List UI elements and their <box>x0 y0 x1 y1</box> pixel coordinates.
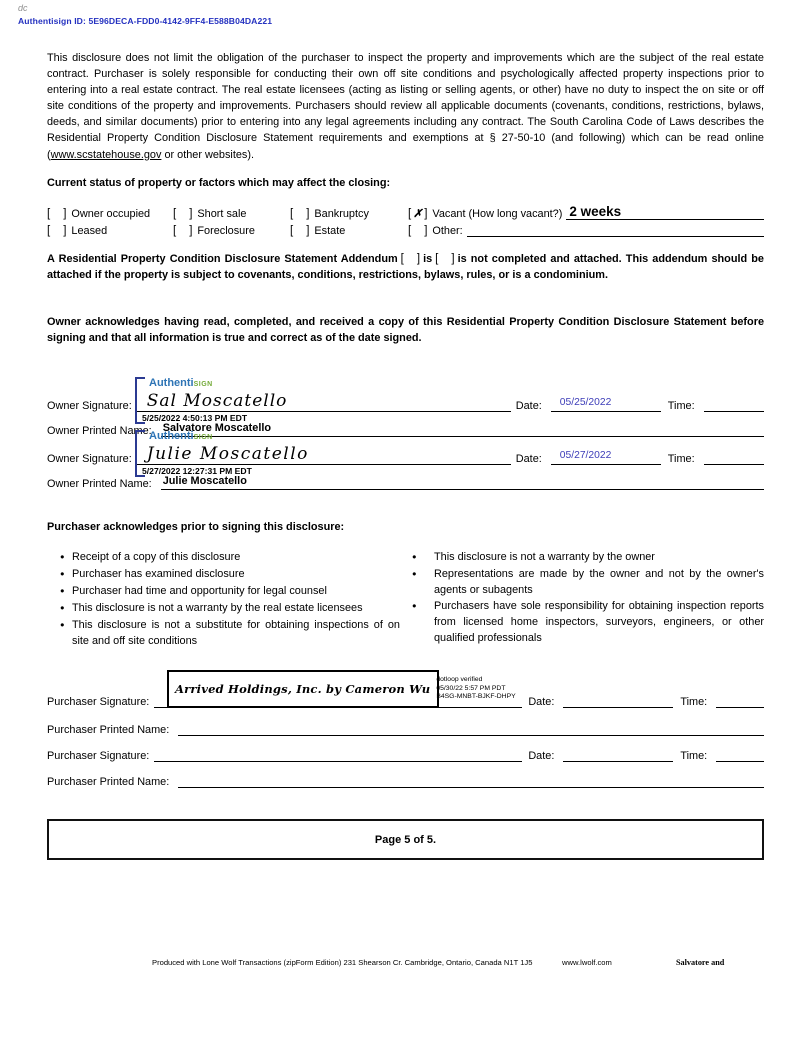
status-cell <box>290 220 408 237</box>
list-item: ● This disclosure is not a warranty by the real estate licensees <box>60 600 400 617</box>
date-field[interactable] <box>551 397 661 412</box>
date-field[interactable] <box>563 747 673 762</box>
owner-signature-row <box>47 391 764 412</box>
addendum-text-1: A Residential Property Condition Disclosure Statement Addendum <box>47 253 398 265</box>
owner-signature-field[interactable] <box>137 444 511 465</box>
addendum-paragraph <box>47 251 764 283</box>
list-item: ● Receipt of a copy of this disclosure <box>60 549 400 566</box>
addendum-text-3: is not completed and attached. This addendum should be attached if the property is subject to covenants, conditions, restrictions, bylaws, rules, or is a condominium. <box>47 253 764 282</box>
checkbox-label: Leased <box>71 225 108 237</box>
checkbox-bankruptcy[interactable] <box>290 208 309 220</box>
time-label: Time: <box>667 453 695 465</box>
bullet-column-right <box>400 549 764 649</box>
owner-printed-name-label: Owner Printed Name: <box>47 478 152 490</box>
list-item: ● Purchaser has examined disclosure <box>60 566 400 583</box>
owner-printed-name-label: Owner Printed Name: <box>47 425 152 437</box>
authentisign-logo-suffix: SIGN <box>193 381 213 388</box>
owner-signature-field[interactable] <box>137 391 511 412</box>
time-label: Time: <box>680 750 708 762</box>
checkbox-estate[interactable] <box>290 225 309 237</box>
owner-printed-name-row <box>47 475 764 490</box>
authentisign-logo-text: Authenti <box>149 430 194 442</box>
intro-paragraph <box>47 50 764 163</box>
document-footer <box>0 958 811 972</box>
current-status-heading: Current status of property or factors which may affect the closing: <box>47 177 391 189</box>
scstatehouse-link[interactable]: www.scstatehouse.gov <box>50 148 162 161</box>
intro-text-before: This disclosure does not limit the obligation of the purchaser to inspect the property and improvements which are the subject of the real estate contract. Purchaser is solely responsible for conducting their own off site conditions and psychologically affected property inspections prior to entering into a real estate contract. The real estate licensees (acting as listing or selling agents, or other) have no duty to inspect the on site or off site conditions of the property and improvements. Purchasers should review all applicable documents (covenants, conditions, restrictions, bylaws, deeds, and similar documents) prior to entering into any legal agreements including any contract. The South Carolina Code of Laws describes the Residential Property Condition Disclosure Statement requirements and exemptions at § 27-50-10 (and following) which can be read online ( <box>47 52 764 161</box>
checkbox-label: Short sale <box>197 208 247 220</box>
time-label: Time: <box>680 696 708 708</box>
date-label: Date: <box>515 453 542 465</box>
purchaser-printed-name-row-1 <box>47 721 764 736</box>
purchaser-signature-row-2 <box>47 747 764 762</box>
footer-website-link[interactable]: www.lwolf.com <box>562 958 612 967</box>
time-field[interactable] <box>704 450 764 465</box>
checkbox-addendum-is-not[interactable] <box>435 251 454 267</box>
checkbox-mark: [ ✗ <box>413 208 423 220</box>
owner-printed-name-value: Julie Moscatello <box>162 475 247 487</box>
status-cell <box>290 203 408 220</box>
other-field[interactable] <box>467 221 764 237</box>
status-cell <box>173 203 290 220</box>
purchaser-acknowledges-heading: Purchaser acknowledges prior to signing this disclosure: <box>47 521 345 533</box>
checkbox-short-sale[interactable] <box>173 208 192 220</box>
checkbox-label: Bankruptcy <box>314 208 369 220</box>
checkbox-label: Other: <box>432 225 463 237</box>
intro-text-after: or other websites). <box>161 148 255 161</box>
list-item: ● This disclosure is not a substitute for obtaining inspections of on site and off site conditions <box>60 617 400 649</box>
purchaser-printed-name-label: Purchaser Printed Name: <box>47 724 170 736</box>
dotloop-verified-text: dotloop verified 05/30/22 5:57 PM PDT B4SG-MNBT-BJKF-DHPY <box>436 676 516 701</box>
checkbox-addendum-is[interactable] <box>401 251 420 267</box>
purchaser-signature-label: Purchaser Signature: <box>47 696 150 708</box>
checkbox-label: Estate <box>314 225 346 237</box>
bullet-icon <box>60 583 72 600</box>
date-label: Date: <box>515 400 542 412</box>
vacant-duration-field[interactable] <box>566 204 764 220</box>
purchaser-printed-name-field[interactable] <box>178 773 764 788</box>
checkbox-vacant[interactable] <box>408 208 427 220</box>
dotloop-signature-stamp <box>167 670 516 708</box>
bullet-icon <box>412 566 434 598</box>
footer-document-name: Salvatore and <box>676 958 725 967</box>
owner-signature-script: Sal Moscatello <box>146 391 288 411</box>
date-label: Date: <box>528 696 555 708</box>
addendum-text-2: is <box>423 253 433 265</box>
owner-acknowledgement: Owner acknowledges having read, completed, and received a copy of this Residential Property Condition Disclosure Statement before signing and that all information is true and correct as of the date signed. <box>47 316 764 345</box>
owner-printed-name-field[interactable] <box>161 475 764 490</box>
purchaser-printed-name-row-2 <box>47 773 764 788</box>
purchaser-printed-name-field[interactable] <box>178 721 764 736</box>
bullet-icon <box>60 549 72 566</box>
authentisign-logo-suffix: SIGN <box>193 434 213 441</box>
purchaser-printed-name-label: Purchaser Printed Name: <box>47 776 170 788</box>
bullet-icon <box>412 598 434 646</box>
purchaser-signature-label: Purchaser Signature: <box>47 750 150 762</box>
checkbox-label: Owner occupied <box>71 208 151 220</box>
list-item: ● This disclosure is not a warranty by the owner <box>412 549 764 566</box>
date-field[interactable] <box>551 450 661 465</box>
authentisign-logo <box>149 373 213 391</box>
status-cell-other <box>408 220 764 237</box>
purchaser-bullet-lists <box>47 549 764 649</box>
checkbox-leased[interactable] <box>47 225 66 237</box>
page-number-text: Page 5 of 5. <box>374 833 437 846</box>
time-field[interactable] <box>704 397 764 412</box>
footer-produced-text: Produced with Lone Wolf Transactions (zipForm Edition) 231 Shearson Cr. Cambridge, Ontario, Canada N1T 1J5 <box>152 958 533 967</box>
vacant-duration-value: 2 weeks <box>569 204 622 219</box>
purchaser-signature-script: Arrived Holdings, Inc. by Cameron Wu <box>175 682 431 696</box>
bullet-icon <box>60 617 72 649</box>
signature-timestamp: 5/25/2022 4:50:13 PM EDT <box>142 413 248 423</box>
owner-signature-script: Julie Moscatello <box>146 444 309 464</box>
status-cell <box>47 203 173 220</box>
authentisign-logo-text: Authenti <box>149 377 194 389</box>
bullet-icon <box>412 549 434 566</box>
status-checkbox-grid <box>47 203 764 237</box>
other-value <box>467 221 470 236</box>
time-field[interactable] <box>716 747 764 762</box>
signature-timestamp: 5/27/2022 12:27:31 PM EDT <box>142 466 252 476</box>
page-number-box <box>47 819 764 860</box>
owner-signature-label: Owner Signature: <box>47 453 132 465</box>
list-item: ● Purchasers have sole responsibility for obtaining inspection reports from licensed home inspectors, surveyors, engineers, or other qualified professionals <box>412 598 764 646</box>
checkbox-foreclosure[interactable] <box>173 225 192 237</box>
date-label: Date: <box>528 750 555 762</box>
status-cell <box>47 220 173 237</box>
purchaser-signature-section <box>47 668 764 798</box>
corner-watermark: dc <box>18 3 28 13</box>
bullet-icon <box>60 566 72 583</box>
status-cell <box>173 220 290 237</box>
purchaser-signature-field[interactable] <box>154 749 522 762</box>
time-field[interactable] <box>716 693 764 708</box>
checkbox-other[interactable] <box>408 225 427 237</box>
date-field[interactable] <box>563 693 673 708</box>
checkbox-label: Foreclosure <box>197 225 255 237</box>
authentisign-id: Authentisign ID: 5E96DECA-FDD0-4142-9FF4-E588B04DA221 <box>18 16 273 26</box>
owner-printed-name-value: Salvatore Moscatello <box>162 422 272 434</box>
checkbox-owner-occupied[interactable] <box>47 208 66 220</box>
bullet-icon <box>60 600 72 617</box>
checkbox-label: Vacant (How long vacant?) <box>432 208 563 220</box>
time-label: Time: <box>667 400 695 412</box>
list-item: ● Purchaser had time and opportunity for legal counsel <box>60 583 400 600</box>
owner-signature-label: Owner Signature: <box>47 400 132 412</box>
owner-signature-row <box>47 444 764 465</box>
bullet-column-left <box>47 549 400 649</box>
authentisign-logo <box>149 426 213 444</box>
list-item: ● Representations are made by the owner and not by the owner's agents or subagents <box>412 566 764 598</box>
date-value: 05/27/2022 <box>559 450 612 461</box>
date-value: 05/25/2022 <box>559 397 612 408</box>
status-cell-vacant <box>408 203 764 220</box>
owner-signature-block-2 <box>47 424 764 490</box>
